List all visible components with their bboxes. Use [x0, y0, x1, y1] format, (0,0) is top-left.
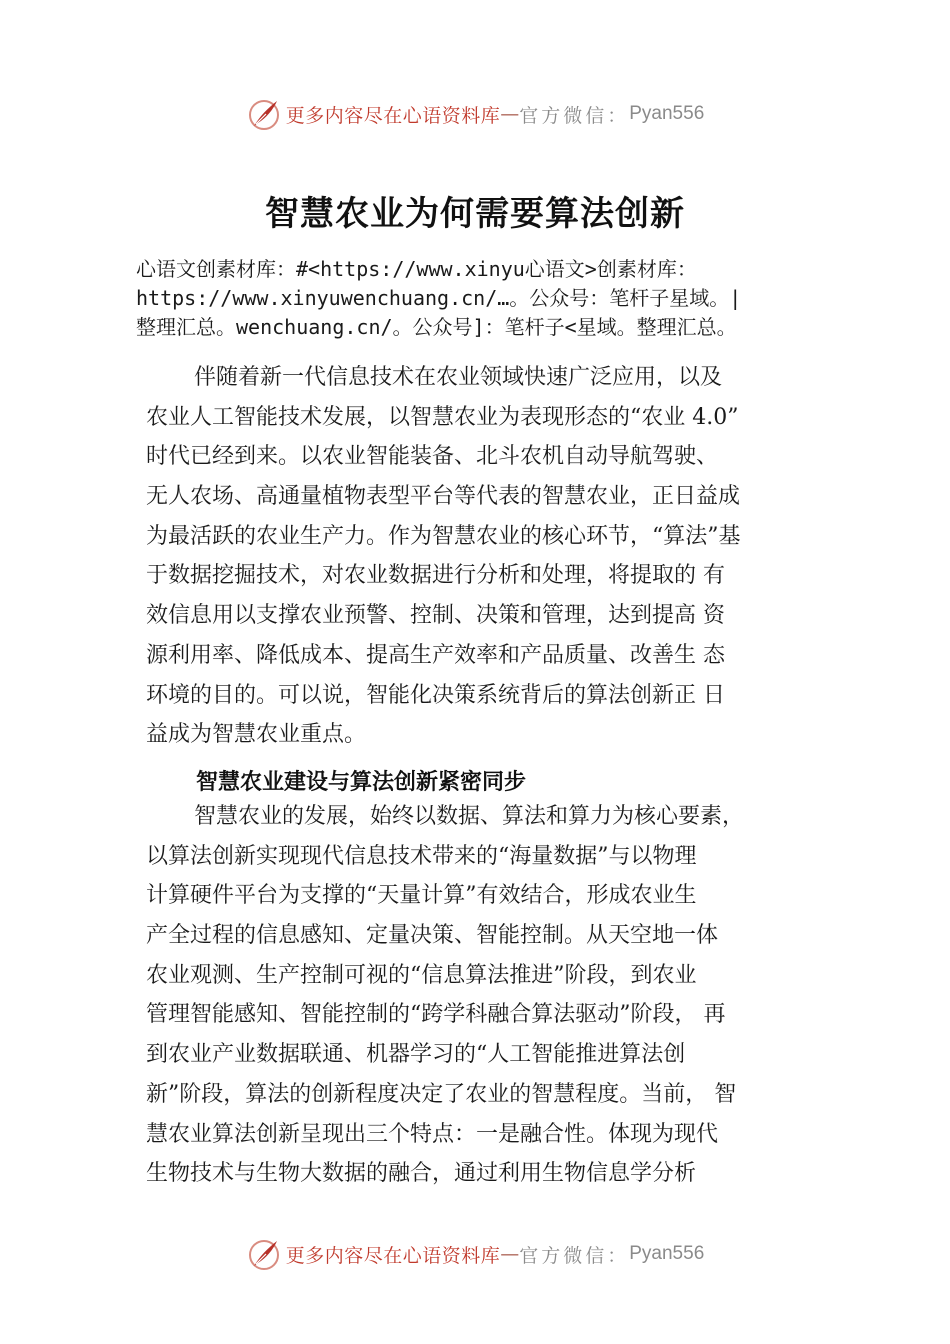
text-line: 智慧农业的发展，始终以数据、算法和算力为核心要素， — [194, 804, 745, 829]
watermark-dash: — — [500, 1243, 520, 1265]
quill-logo-icon — [246, 1236, 282, 1272]
text-line: 益成为智慧农业重点。 — [146, 722, 367, 748]
footer-watermark — [0, 1234, 950, 1274]
text-line: 产全过程的信息感知、定量决策、智能控制。从天空地一体 — [146, 923, 719, 949]
text-line: 以算法创新实现现代信息技术带来的“海量数据”与以物理 — [146, 843, 697, 869]
watermark-text: 更多内容尽在心语资料库 — [285, 104, 501, 127]
watermark-label: 官方微信： — [519, 104, 630, 127]
text-line: 于数据挖掘技术，对农业数据进行分析和处理，将提取的 有 — [146, 563, 725, 589]
meta-line: 整理汇总。wenchuang.cn/。公众号]：笔杆子<星域。整理汇总。 — [136, 315, 737, 339]
text-line: 源利用率、降低成本、提高生产效率和产品质量、改善生 态 — [146, 642, 725, 668]
watermark-dash: — — [500, 103, 520, 125]
text-line: 环境的目的。可以说，智能化决策系统背后的算法创新正 日 — [146, 682, 725, 708]
watermark-label: 官方微信： — [519, 1244, 630, 1267]
watermark-text: 更多内容尽在心语资料库 — [285, 1244, 501, 1267]
text-line: 伴随着新一代信息技术在农业领域快速广泛应用，以及 — [194, 365, 723, 390]
text-line: 生物技术与生物大数据的融合，通过利用生物信息学分析 — [146, 1161, 697, 1187]
text-line: 新”阶段，算法的创新程度决定了农业的智慧程度。当前， 智 — [146, 1081, 737, 1107]
text-line: 到农业产业数据联通、机器学习的“人工智能推进算法创 — [146, 1042, 686, 1068]
paragraph-section — [146, 797, 846, 1194]
meta-line: 心语文创素材库：#<https://www.xinyu心语文>创素材库： — [136, 257, 697, 281]
text-line: 计算硬件平台为支撑的“天量计算”有效结合，形成农业生 — [146, 883, 697, 909]
text-line: 管理智能感知、智能控制的“跨学科融合算法驱动”阶段， 再 — [146, 1002, 726, 1028]
watermark-id: Pyan556 — [629, 103, 705, 124]
header-watermark — [0, 94, 950, 134]
meta-line: https://www.xinyuwenchuang.cn/…。公众号：笔杆子星域。| — [136, 286, 742, 310]
page-title: 智慧农业为何需要算法创新 — [265, 194, 685, 234]
watermark-id: Pyan556 — [629, 1243, 705, 1264]
source-meta — [136, 255, 916, 342]
text-line: 农业人工智能技术发展，以智慧农业为表现形态的“农业 4.0” — [146, 404, 739, 430]
text-line: 时代已经到来。以农业智能装备、北斗农机自动导航驾驶、 — [146, 444, 719, 470]
text-line: 效信息用以支撑农业预警、控制、决策和管理，达到提高 资 — [146, 603, 725, 629]
text-line: 农业观测、生产控制可视的“信息算法推进”阶段，到农业 — [146, 962, 697, 988]
paragraph-intro — [146, 358, 846, 755]
text-line: 无人农场、高通量植物表型平台等代表的智慧农业，正日益成 — [146, 484, 741, 510]
section-heading: 智慧农业建设与算法创新紧密同步 — [196, 770, 527, 795]
quill-logo-icon — [246, 96, 282, 132]
text-line: 慧农业算法创新呈现出三个特点：一是融合性。体现为现代 — [146, 1121, 719, 1147]
text-line: 为最活跃的农业生产力。作为智慧农业的核心环节，“算法”基 — [146, 523, 741, 549]
